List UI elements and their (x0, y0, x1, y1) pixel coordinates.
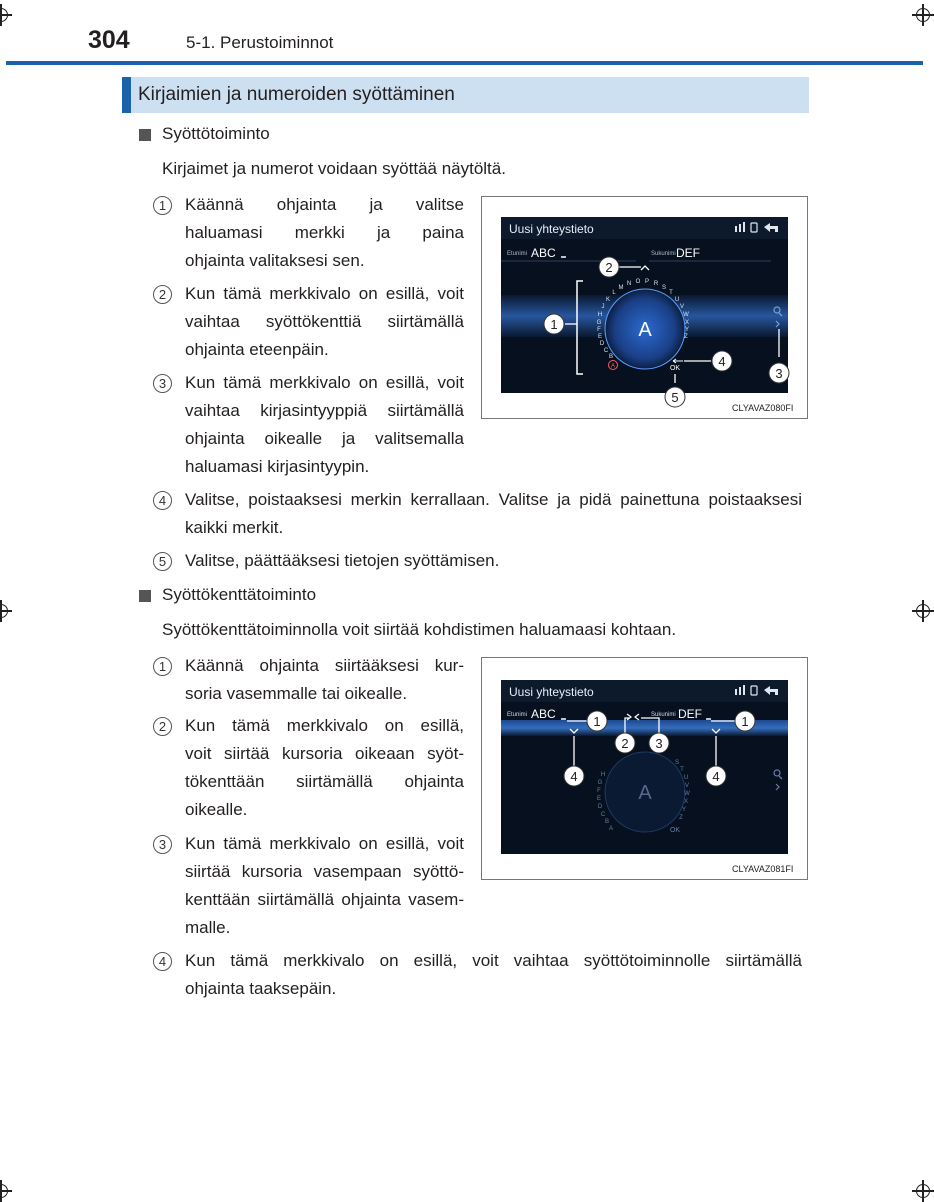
svg-text:A: A (638, 319, 652, 341)
step-text-line: malle. (185, 918, 231, 937)
svg-text:M: M (618, 285, 624, 291)
svg-text:W: W (684, 791, 690, 797)
intro-text: Syöttökenttätoiminnolla voit siirtää kohdistimen haluamaasi kohtaan. (162, 620, 677, 639)
svg-text:DEF: DEF (678, 707, 702, 721)
subsection-heading: Syöttökenttätoiminto (162, 585, 317, 604)
page-number: 304 (88, 26, 130, 54)
crop-mark-icon (0, 600, 12, 622)
svg-text:D: D (599, 341, 605, 347)
step-text-line: ohjainta eteenpäin. (185, 340, 329, 359)
step-text-line: soria vasemmalle tai oikealle. (185, 684, 408, 703)
step-text-line: Valitse, päättääksesi tietojen syöttämisen. (185, 551, 500, 570)
step-text-line: oikealle. (185, 800, 248, 819)
svg-text:Sukunimi: Sukunimi (651, 712, 676, 718)
svg-text:N: N (626, 281, 632, 287)
svg-text:ABC: ABC (531, 246, 556, 260)
svg-text:U: U (674, 297, 680, 303)
display-screen (501, 680, 788, 854)
svg-text:T: T (680, 767, 684, 773)
svg-text:1: 1 (550, 317, 558, 332)
step-number-badge: 1 (153, 657, 172, 676)
svg-text:F: F (597, 327, 601, 333)
svg-text:W: W (683, 312, 689, 318)
screen-title: Uusi yhteystieto (509, 685, 594, 699)
svg-text:1: 1 (741, 714, 749, 729)
display-screen (501, 217, 788, 405)
svg-text:OK: OK (669, 365, 681, 372)
step-number-badge: 2 (153, 285, 172, 304)
step-text-line: Kun tämä merkkivalo on esillä, voit vaihtaa syöttötoiminnolle siirtämällä (185, 951, 802, 970)
step-text-line: kaikki merkit. (185, 518, 284, 537)
crop-mark-icon (0, 1180, 12, 1202)
step-text-line: Valitse, poistaaksesi merkin kerrallaan. Valitse ja pidä painettuna poistaaksesi (185, 490, 802, 509)
svg-text:3: 3 (655, 736, 663, 751)
crop-mark-icon (912, 1180, 934, 1202)
header-rule (6, 61, 923, 65)
svg-text:V: V (684, 783, 690, 789)
chapter-title: 5-1. Perustoiminnot (186, 33, 334, 52)
svg-text:S: S (661, 285, 667, 291)
svg-text:5: 5 (671, 390, 679, 405)
svg-text:H: H (600, 772, 606, 778)
step-number-badge: 3 (153, 374, 172, 393)
step-text-line: Käännä ohjainta siirtääksesi kur- (185, 656, 464, 675)
svg-text:3: 3 (775, 366, 783, 381)
section-title-bar (122, 77, 809, 113)
screen-title: Uusi yhteystieto (509, 222, 594, 236)
step-text-line: ohjainta valitaksesi sen. (185, 251, 365, 270)
svg-text:G: G (596, 320, 602, 326)
step-number-badge: 2 (153, 717, 172, 736)
svg-text:Y: Y (684, 327, 690, 333)
step-text-line: siirtää kursoria vasempaan syöttö- (185, 862, 464, 881)
step-text-line: vaihtaa kirjasintyyppiä siirtämällä (185, 401, 464, 420)
svg-text:4: 4 (712, 769, 720, 784)
svg-text:A: A (608, 826, 614, 832)
svg-text:T: T (669, 290, 673, 296)
step-number-badge: 4 (153, 952, 172, 971)
svg-text:B: B (608, 354, 614, 360)
crop-mark-icon (0, 4, 12, 26)
svg-text:ABC: ABC (531, 707, 556, 721)
crop-mark-icon (912, 600, 934, 622)
figure-code: CLYAVAZ080FI (732, 403, 794, 413)
svg-text:P: P (644, 279, 650, 285)
svg-text:O: O (635, 279, 641, 285)
svg-text:B: B (604, 819, 610, 825)
svg-text:E: E (597, 334, 603, 340)
svg-text:2: 2 (621, 736, 629, 751)
step-text-line: ohjainta oikealle ja valitsemalla (185, 429, 464, 448)
step-number-badge: 4 (153, 491, 172, 510)
figure-character-input (481, 196, 808, 419)
svg-text:Etunimi: Etunimi (507, 712, 528, 718)
svg-text:U: U (683, 775, 689, 781)
step-text-line: vaihtaa syöttökenttiä siirtämällä (185, 312, 464, 331)
step-text-line: haluamasi kirjasintyypin. (185, 457, 370, 476)
svg-text:E: E (596, 796, 602, 802)
step-text-line: ohjainta taaksepäin. (185, 979, 337, 998)
svg-text:X: X (684, 320, 690, 326)
svg-text:F: F (597, 788, 601, 794)
svg-text:Z: Z (679, 815, 683, 821)
subsection-heading: Syöttötoiminto (162, 124, 270, 143)
svg-text:DEF: DEF (676, 246, 700, 260)
svg-text:Sukunimi: Sukunimi (651, 251, 676, 257)
svg-text:4: 4 (570, 769, 578, 784)
square-bullet-icon (139, 129, 151, 141)
svg-text:Y: Y (681, 807, 687, 813)
svg-text:X: X (683, 799, 689, 805)
square-bullet-icon (139, 590, 151, 602)
svg-text:A: A (638, 782, 652, 804)
step-text-line: Kun tämä merkkivalo on esillä, voit (185, 284, 464, 303)
svg-text:C: C (603, 348, 609, 354)
svg-text:OK: OK (669, 827, 681, 834)
step-text-line: Kun tämä merkkivalo on esillä, voit (185, 834, 464, 853)
section-marker (122, 77, 131, 113)
svg-text:L: L (612, 290, 616, 296)
step-text-line: kenttään siirtämällä ohjainta vasem- (185, 890, 464, 909)
crop-mark-icon (912, 4, 934, 26)
step-text-line: tökenttään siirtämällä ohjainta (185, 772, 464, 791)
figure-code: CLYAVAZ081FI (732, 864, 794, 874)
step-text-line: haluamasi merkki ja paina (185, 223, 464, 242)
step-text-line: Kun tämä merkkivalo on esillä, voit (185, 373, 464, 392)
intro-text: Kirjaimet ja numerot voidaan syöttää näytöltä. (162, 159, 506, 178)
step-number-badge: 3 (153, 835, 172, 854)
screen-graphic (501, 680, 788, 854)
step-number-badge: 1 (153, 196, 172, 215)
svg-text:S: S (674, 760, 680, 766)
step-text-line: Käännä ohjainta ja valitse (185, 195, 464, 214)
step-text-line: voit siirtää kursoria oikeaan syöt- (185, 744, 464, 763)
svg-text:C: C (600, 812, 606, 818)
svg-text:J: J (601, 304, 605, 310)
svg-text:V: V (679, 304, 685, 310)
svg-text:2: 2 (605, 260, 613, 275)
svg-text:K: K (605, 297, 611, 303)
svg-text:Etunimi: Etunimi (507, 251, 528, 257)
svg-text:1: 1 (593, 714, 601, 729)
svg-text:4: 4 (718, 354, 726, 369)
step-text-line: Kun tämä merkkivalo on esillä, (185, 716, 464, 735)
svg-text:H: H (597, 312, 603, 318)
svg-text:D: D (597, 804, 603, 810)
svg-text:G: G (597, 780, 603, 786)
figure-field-input (481, 657, 808, 880)
step-number-badge: 5 (153, 552, 172, 571)
section-title: Kirjaimien ja numeroiden syöttäminen (138, 84, 455, 105)
svg-text:R: R (653, 281, 659, 287)
screen-graphic (501, 217, 788, 405)
svg-text:A: A (610, 363, 616, 370)
svg-text:Z: Z (684, 334, 688, 340)
